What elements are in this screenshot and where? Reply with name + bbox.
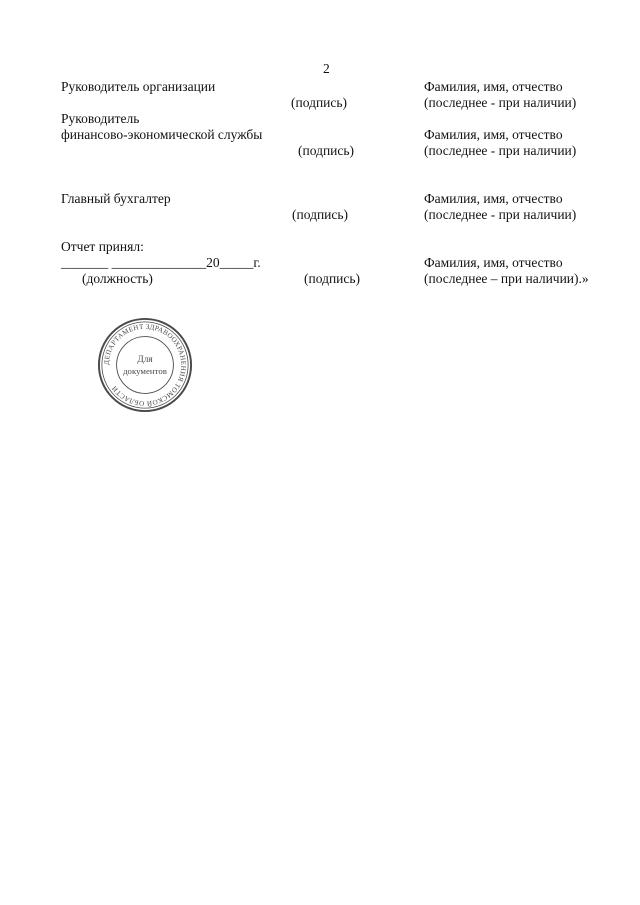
name-caption-2-line1: Фамилия, имя, отчество [424,127,563,142]
name-caption-4-line2: (последнее – при наличии).» [424,271,589,286]
name-caption-1-line2: (последнее - при наличии) [424,95,577,110]
name-caption-2-line2: (последнее - при наличии) [424,143,577,158]
role-chief-accountant: Главный бухгалтер [61,191,171,206]
name-caption-1-line1: Фамилия, имя, отчество [424,79,563,94]
signature-caption-1: (подпись) [291,95,348,110]
stamp-ring-text: ДЕПАРТАМЕНТ ЗДРАВООХРАНЕНИЯ ТОМСКОЙ ОБЛАСТИ [102,322,188,408]
signature-caption-3: (подпись) [292,207,349,222]
report-accepted-date-line: _______ ______________20_____г. [61,255,261,270]
signature-caption-2: (подпись) [298,143,355,158]
position-caption: (должность) [82,271,153,286]
role-head-financial-line2: финансово-экономической службы [61,127,263,142]
name-caption-4-line1: Фамилия, имя, отчество [424,255,563,270]
stamp-center-line2: документов [123,365,167,376]
role-head-financial-line1: Руководитель [61,111,140,126]
role-head-of-organization: Руководитель организации [61,79,216,94]
official-stamp [96,316,194,414]
signature-caption-4: (подпись) [304,271,361,286]
name-caption-3-line2: (последнее - при наличии) [424,207,577,222]
stamp-ink [99,319,191,411]
report-accepted-label: Отчет принял: [61,239,144,254]
name-caption-3-line1: Фамилия, имя, отчество [424,191,563,206]
stamp-center-line1: Для [137,355,153,366]
page-number: 2 [323,61,330,76]
